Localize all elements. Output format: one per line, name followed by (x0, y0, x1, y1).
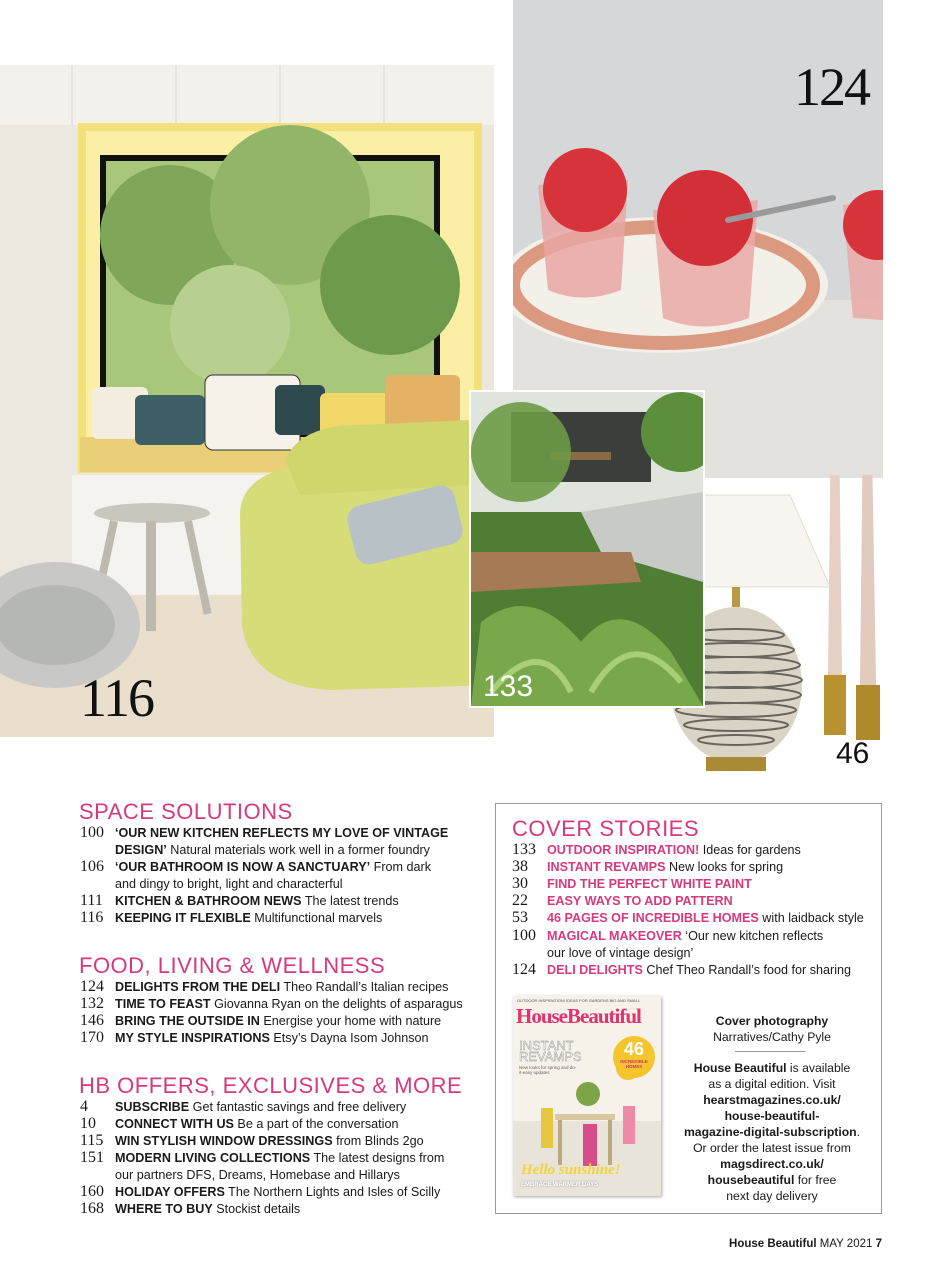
toc-page-number: 124 (512, 961, 536, 978)
photo-living-room (0, 65, 494, 737)
subscription-link[interactable]: house-beautiful- (724, 1109, 820, 1123)
toc-description: with laidback style (758, 911, 864, 925)
toc-page-number: 38 (512, 858, 528, 875)
magazine-cover-thumbnail[interactable] (513, 996, 661, 1196)
subscription-link[interactable]: hearstmagazines.co.uk/ (703, 1093, 841, 1107)
toc-title: 46 PAGES OF INCREDIBLE HOMES (547, 911, 759, 925)
cover-tagline: Hello sunshine! (521, 1162, 621, 1178)
cover-strapline: OUTDOOR INSPIRATION! IDEAS FOR GARDENS BIG AND SMALL (517, 998, 641, 1003)
living-room-illustration (0, 65, 494, 737)
toc-page-number: 53 (512, 909, 528, 926)
toc-page-number: 100 (512, 927, 536, 944)
toc-page-number: 133 (512, 841, 536, 858)
toc-description: Energise your home with nature (259, 1014, 442, 1028)
toc-description: our love of vintage design’ (547, 946, 694, 960)
cover-subhead: New looks for spring and do-it-easy updates (519, 1065, 577, 1075)
toc-title: MY STYLE INSPIRATIONS (115, 1031, 270, 1045)
toc-page-number: 106 (80, 858, 104, 875)
toc-title: DELIGHTS FROM THE DELI (115, 980, 281, 994)
toc-page-number: 170 (80, 1029, 104, 1046)
toc-description: ‘Our new kitchen reflects (681, 929, 824, 943)
page-number-124: 124 (794, 57, 869, 117)
toc-page-number: 30 (512, 875, 528, 892)
cover-masthead: HouseBeautiful (516, 1004, 641, 1028)
toc-page-number: 100 (80, 824, 104, 841)
footer-magazine-name: House Beautiful (729, 1238, 817, 1250)
toc-title: MODERN LIVING COLLECTIONS (115, 1151, 311, 1165)
toc-page-number: 22 (512, 892, 528, 909)
page-number-133: 133 (483, 670, 534, 703)
cover-headline-1: INSTANT (519, 1038, 574, 1053)
toc-title: ‘OUR BATHROOM IS NOW A SANCTUARY’ (115, 860, 371, 874)
toc-page-number: 10 (80, 1115, 96, 1132)
toc-description: Natural materials work well in a former foundry (166, 843, 430, 857)
subscription-link[interactable]: magazine-digital-subscription (683, 1125, 857, 1139)
toc-title: INSTANT REVAMPS (547, 860, 666, 874)
toc-description: Multifunctional marvels (250, 911, 383, 925)
toc-description: The Northern Lights and Isles of Scilly (224, 1185, 441, 1199)
toc-description: our partners DFS, Dreams, Homebase and Hillarys (115, 1168, 400, 1182)
toc-page-number: 115 (80, 1132, 104, 1149)
toc-title: DELI DELIGHTS (547, 963, 643, 977)
toc-page-number: 151 (80, 1149, 104, 1166)
toc-description: The latest designs from (310, 1151, 445, 1165)
cover-headline-2: REVAMPS (519, 1049, 582, 1064)
toc-title: WHERE TO BUY (115, 1202, 213, 1216)
toc-title: TIME TO FEAST (115, 997, 211, 1011)
page-number-46: 46 (836, 737, 870, 770)
toc-description: New looks for spring (665, 860, 784, 874)
toc-description: The latest trends (301, 894, 399, 908)
page-footer (729, 1238, 882, 1250)
availability-line: next day delivery (726, 1189, 818, 1203)
toc-description: Chef Theo Randall’s food for sharing (642, 963, 852, 977)
toc-page-number: 146 (80, 1012, 104, 1029)
toc-title: KEEPING IT FLEXIBLE (115, 911, 251, 925)
footer-issue: MAY 2021 (816, 1238, 876, 1250)
toc-page-number: 4 (80, 1098, 88, 1115)
cover-badge-number: 46 (623, 1039, 645, 1059)
toc-title: KITCHEN & BATHROOM NEWS (115, 894, 302, 908)
availability-text: for free (794, 1173, 837, 1187)
availability-text: is available (786, 1061, 851, 1075)
availability-line: as a digital edition. Visit (708, 1077, 836, 1091)
photo-garden (469, 390, 705, 708)
heading-space-solutions: SPACE SOLUTIONS (79, 799, 293, 824)
toc-page-number: 132 (80, 995, 104, 1012)
availability-line: Or order the latest issue from (693, 1141, 851, 1155)
page-number-116: 116 (80, 668, 153, 728)
toc-title: MAGICAL MAKEOVER (547, 929, 682, 943)
subscription-link-line[interactable] (672, 1124, 872, 1140)
cover-photography-credit: Narratives/Cathy Pyle (713, 1030, 831, 1044)
heading-hb-offers: HB OFFERS, EXCLUSIVES & MORE (79, 1073, 463, 1098)
toc-description: Giovanna Ryan on the delights of asparagus (210, 997, 463, 1011)
toc-title: SUBSCRIBE (115, 1100, 190, 1114)
toc-title: EASY WAYS TO ADD PATTERN (547, 894, 733, 908)
toc-page-number: 124 (80, 978, 104, 995)
toc-description: Stockist details (212, 1202, 301, 1216)
toc-title: FIND THE PERFECT WHITE PAINT (547, 877, 752, 891)
toc-description: and dingy to bright, light and characterful (115, 877, 343, 891)
toc-title: WIN STYLISH WINDOW DRESSINGS (115, 1134, 333, 1148)
toc-page-number: 116 (80, 909, 104, 926)
availability-line (672, 1060, 872, 1076)
magazine-name: House Beautiful (693, 1061, 787, 1075)
toc-page-number: 168 (80, 1200, 104, 1217)
order-link[interactable]: housebeautiful (707, 1173, 795, 1187)
cover-photography-title: Cover photography (715, 1014, 829, 1028)
toc-description: Theo Randall’s Italian recipes (280, 980, 449, 994)
toc-title: BRING THE OUTSIDE IN (115, 1014, 260, 1028)
cover-tagline-2: EMBRACE WARMER DAYS (521, 1182, 599, 1188)
toc-description: Be a part of the conversation (233, 1117, 399, 1131)
toc-title: CONNECT WITH US (115, 1117, 234, 1131)
toc-description: From dark (370, 860, 432, 874)
toc-page-number: 160 (80, 1183, 104, 1200)
toc-title: OUTDOOR INSPIRATION! (547, 843, 700, 857)
toc-title: ‘OUR NEW KITCHEN REFLECTS MY LOVE OF VINTAGE (115, 826, 449, 840)
toc-title: HOLIDAY OFFERS (115, 1185, 225, 1199)
toc-description: from Blinds 2go (332, 1134, 424, 1148)
order-link[interactable]: magsdirect.co.uk/ (720, 1157, 824, 1171)
garden-illustration (471, 392, 703, 706)
toc-description: Etsy’s Dayna Isom Johnson (269, 1031, 429, 1045)
order-link-line[interactable] (672, 1172, 872, 1188)
punctuation: . (856, 1125, 861, 1139)
toc-page-number: 111 (80, 892, 103, 909)
toc-title: DESIGN’ (115, 843, 167, 857)
cover-badge-text: INCREDIBLE HOMES (620, 1059, 648, 1069)
divider (735, 1051, 805, 1052)
footer-page-number: 7 (875, 1238, 882, 1250)
heading-food-living-wellness: FOOD, LIVING & WELLNESS (79, 953, 386, 978)
toc-description: Get fantastic savings and free delivery (189, 1100, 407, 1114)
heading-cover-stories: COVER STORIES (512, 816, 700, 841)
toc-description: Ideas for gardens (699, 843, 801, 857)
